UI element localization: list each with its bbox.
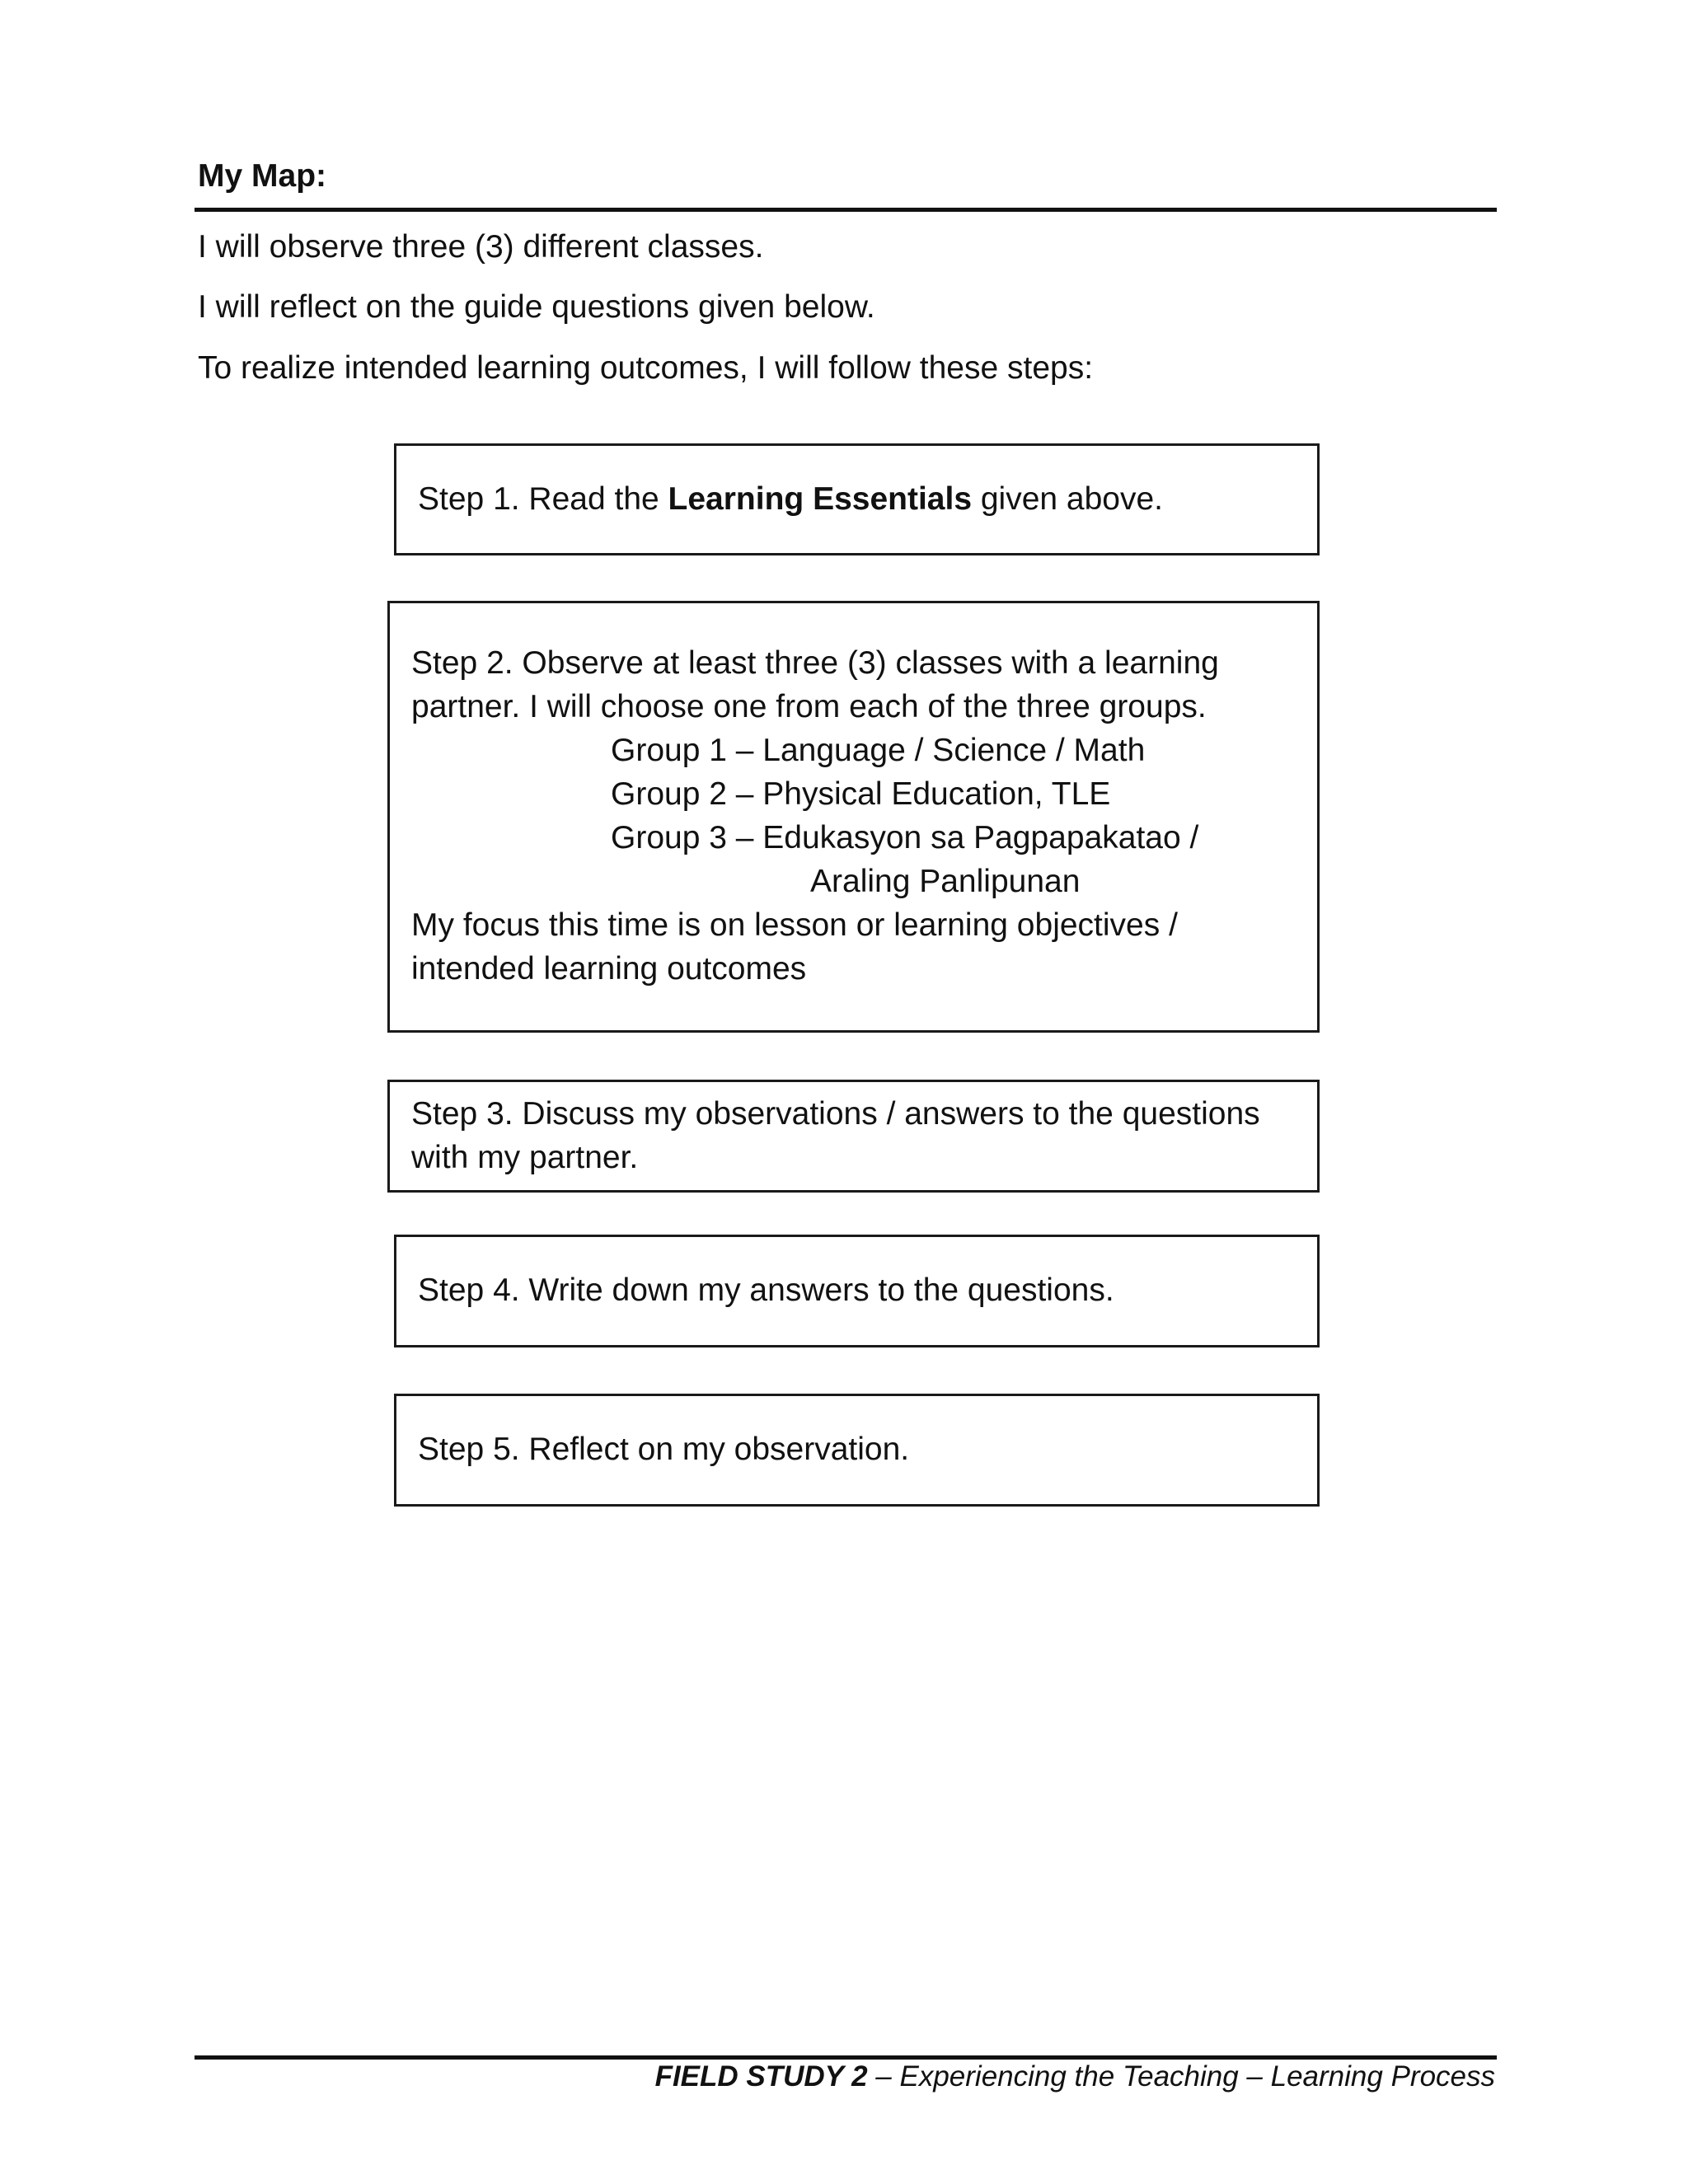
section-heading: My Map: [198,158,326,194]
step-4-text: Step 4. Write down my answers to the questions. [418,1272,1114,1308]
step-2-box [387,601,1320,1033]
step-2-line: Step 2. Observe at least three (3) classes with a learning [411,645,1219,681]
step-2-focus-line: intended learning outcomes [411,951,807,987]
step-3-line: Step 3. Discuss my observations / answers to the questions [411,1096,1260,1132]
step-1-emphasis: Learning Essentials [668,481,973,517]
intro-line: To realize intended learning outcomes, I will follow these steps: [198,350,1094,386]
footer-course-title: FIELD STUDY 2 [654,2060,868,2093]
step-5-box [394,1394,1320,1507]
intro-line: I will reflect on the guide questions given below. [198,289,875,325]
step-4-box [394,1235,1320,1347]
heading-divider [195,208,1497,212]
step-5-text: Step 5. Reflect on my observation. [418,1432,910,1467]
step-3-line: with my partner. [411,1140,639,1175]
step-1-prefix: Step 1. Read the [418,481,668,517]
group-item: Group 2 – Physical Education, TLE [611,776,1111,812]
step-2-line: partner. I will choose one from each of the three groups. [411,689,1207,724]
page-footer [655,2060,1495,2093]
step-2-focus-line: My focus this time is on lesson or learning objectives / [411,907,1178,943]
step-1-box [394,443,1320,555]
group-item: Group 1 – Language / Science / Math [611,733,1146,768]
footer-subtitle: – Experiencing the Teaching – Learning Process [867,2060,1495,2093]
step-3-box [387,1080,1320,1193]
step-1-suffix: given above. [972,481,1164,517]
group-item-continuation: Araling Panlipunan [810,864,1081,899]
intro-line: I will observe three (3) different classes. [198,229,764,265]
group-item: Group 3 – Edukasyon sa Pagpapakatao / [611,820,1199,855]
footer-divider [195,2055,1497,2060]
step-1-text [418,477,1317,521]
